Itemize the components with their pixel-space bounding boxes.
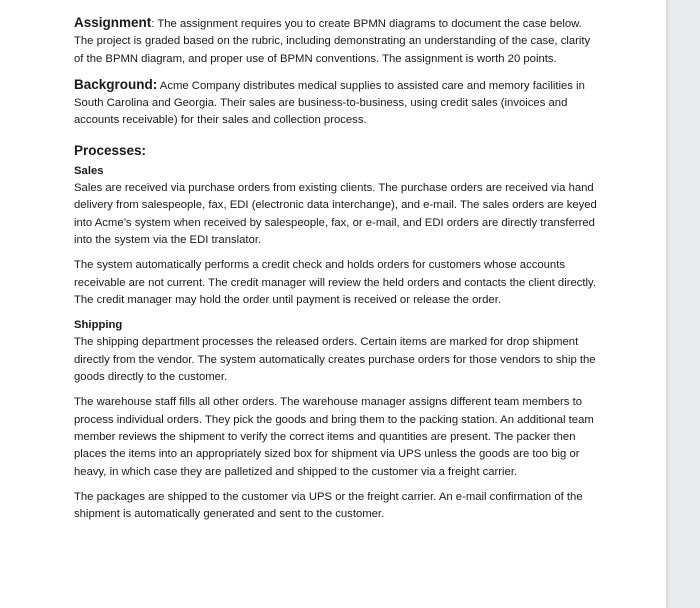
document-body [74,14,602,531]
sales-paragraph-1: Sales are received via purchase orders from existing clients. The purchase orders are received via hand delivery from salespeople, fax, EDI (electronic data interchange), and e-mail. The sales orders are keyed into Acme’s system when received by salespeople, fax, or e-mail, and EDI orders are directly transferred into the system via the EDI translator. [74,182,597,246]
assignment-text: : The assignment requires you to create BPMN diagrams to document the case below. The project is graded based on the rubric, including demonstrating an understanding of the case, clarity of the BPMN diagram, and proper use of BPMN conventions. The assignment is worth 20 points. [74,18,591,65]
processes-heading: Processes: [74,142,147,158]
sales-paragraph-2: The system automatically performs a credit check and holds orders for customers whose accounts receivable are not current. The credit manager will review the held orders and contacts the client directly. The credit manager may hold the order until payment is received or release the order. [74,259,597,306]
background-label: Background: [74,76,158,92]
background-text: Acme Company distributes medical supplies to assisted care and memory facilities in South Carolina and Georgia. Their sales are business-to-business, using credit sales (invoices and accounts receivable) for their sales and collection process. [74,79,585,127]
assignment-label: Assignment [74,15,152,30]
background-paragraph [74,76,602,130]
shipping-paragraph-3: The packages are shipped to the customer via UPS or the freight carrier. An e-mail confirmation of the shipment is automatically generated and sent to the customer. [74,490,583,521]
sales-heading: Sales [74,164,104,177]
shipping-heading: Shipping [74,319,123,332]
shipping-paragraph-2: The warehouse staff fills all other orders. The warehouse manager assigns different team members to process individual orders. They pick the goods and bring them to the packing station. An additional team member reviews the shipment to verify the correct items and quantities are present. The packer then places the items into an appropriately sized box for shipment via UPS unless the goods are too big or heavy, in which case they are palletized and shipped to the customer via a freight carrier. [74,396,594,478]
assignment-paragraph [74,14,602,68]
shipping-paragraph-1: The shipping department processes the released orders. Certain items are marked for drop shipment directly from the vendor. The system automatically creates purchase orders for those vendors to ship the goods directly to the customer. [74,336,596,384]
